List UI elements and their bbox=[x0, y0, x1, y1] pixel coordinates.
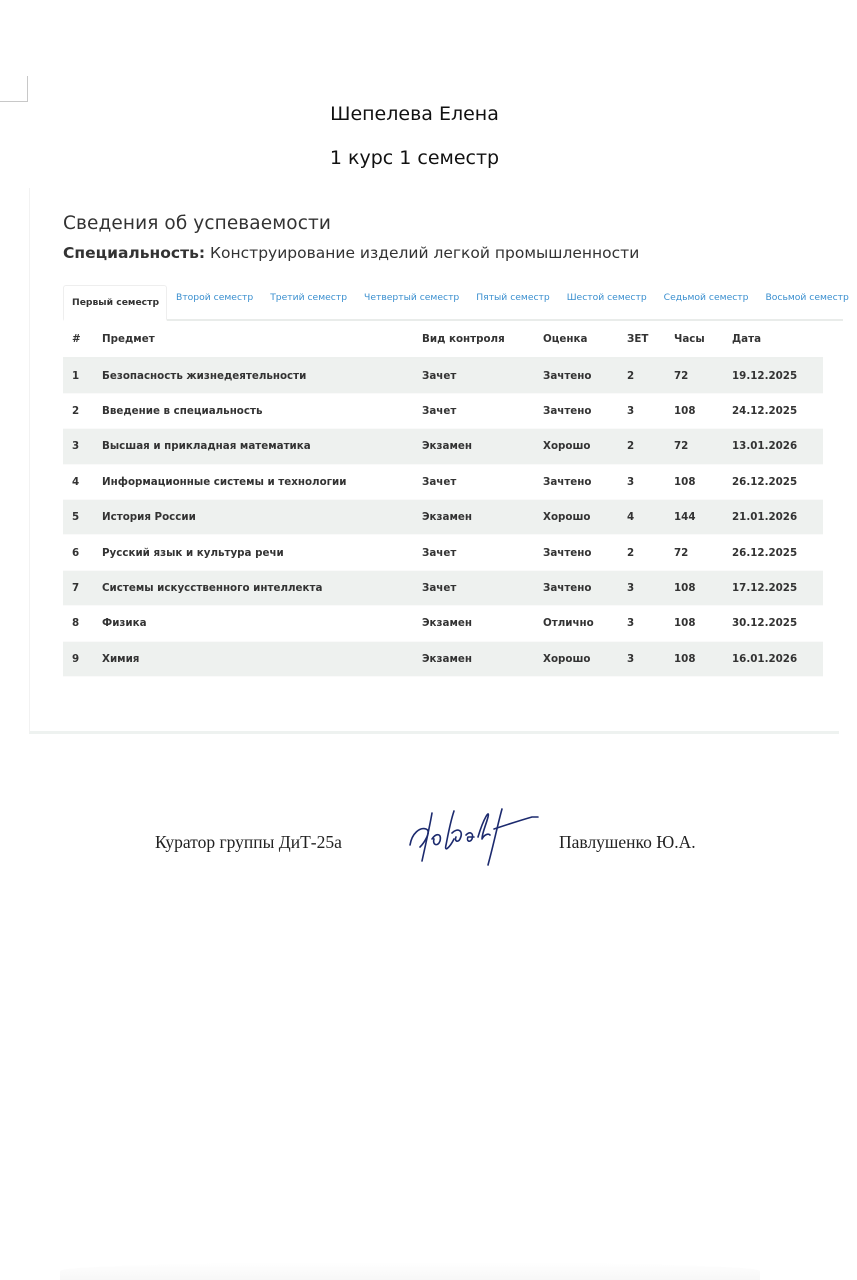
cell-date: 13.01.2026 bbox=[732, 440, 798, 453]
table-row bbox=[63, 535, 823, 570]
cell-credits: 2 bbox=[627, 546, 635, 559]
tab-semester-4[interactable]: Четвертый семестр bbox=[364, 291, 460, 303]
header-hours: Часы bbox=[674, 321, 732, 358]
cell-control-type: Зачет bbox=[422, 475, 457, 488]
cell-number: 7 bbox=[72, 582, 80, 595]
cell-number: 2 bbox=[72, 405, 80, 418]
cell-grade: Зачтено bbox=[543, 546, 592, 559]
tab-semester-3[interactable]: Третий семестр bbox=[270, 291, 348, 303]
table-row bbox=[63, 393, 823, 428]
cell-subject: Информационные системы и технологии bbox=[102, 475, 347, 488]
cell-number: 9 bbox=[72, 652, 80, 665]
cell-date: 30.12.2025 bbox=[732, 617, 798, 630]
cell-hours: 72 bbox=[674, 546, 689, 559]
cell-date: 26.12.2025 bbox=[732, 546, 798, 559]
cell-hours: 108 bbox=[674, 652, 696, 665]
page-bottom-shadow bbox=[60, 1262, 760, 1280]
grades-panel bbox=[29, 188, 849, 734]
table-row bbox=[63, 358, 823, 393]
tab-semester-8[interactable]: Восьмой семестр bbox=[765, 291, 849, 303]
table-row bbox=[63, 606, 823, 641]
tab-semester-7[interactable]: Седьмой семестр bbox=[663, 291, 749, 303]
cell-hours: 72 bbox=[674, 440, 689, 453]
cell-date: 21.01.2026 bbox=[732, 511, 798, 524]
cell-credits: 4 bbox=[627, 511, 635, 524]
cell-grade: Зачтено bbox=[543, 582, 592, 595]
cell-date: 26.12.2025 bbox=[732, 475, 798, 488]
cell-grade: Зачтено bbox=[543, 475, 592, 488]
cell-credits: 3 bbox=[627, 475, 635, 488]
header-control-type: Вид контроля bbox=[422, 321, 543, 358]
header-credits: ЗЕТ bbox=[627, 321, 674, 358]
cell-subject: Безопасность жизнедеятельности bbox=[102, 369, 307, 382]
tab-semester-2[interactable]: Второй семестр bbox=[176, 291, 254, 303]
table-row bbox=[63, 500, 823, 535]
cell-number: 6 bbox=[72, 546, 80, 559]
cell-subject: Физика bbox=[102, 617, 147, 630]
cell-hours: 108 bbox=[674, 475, 696, 488]
cell-subject: Химия bbox=[102, 652, 140, 665]
tab-semester-6[interactable]: Шестой семестр bbox=[566, 291, 647, 303]
cell-credits: 2 bbox=[627, 440, 635, 453]
cell-hours: 108 bbox=[674, 582, 696, 595]
cell-subject: Введение в специальность bbox=[102, 405, 263, 418]
cell-number: 5 bbox=[72, 511, 80, 524]
signature-block bbox=[0, 825, 829, 885]
cell-hours: 108 bbox=[674, 405, 696, 418]
header-date: Дата bbox=[732, 321, 823, 358]
curator-name: Павлушенко Ю.А. bbox=[559, 832, 696, 852]
handwritten-signature-icon bbox=[402, 803, 542, 873]
grades-table bbox=[63, 321, 823, 677]
cell-hours: 72 bbox=[674, 369, 689, 382]
cell-control-type: Экзамен bbox=[422, 617, 472, 630]
tab-semester-1[interactable]: Первый семестр bbox=[63, 285, 167, 321]
cell-control-type: Экзамен bbox=[422, 511, 472, 524]
cell-number: 1 bbox=[72, 369, 80, 382]
cell-subject: Системы искусственного интеллекта bbox=[102, 582, 323, 595]
tab-semester-5[interactable]: Пятый семестр bbox=[476, 291, 550, 303]
cell-grade: Хорошо bbox=[543, 511, 591, 524]
specialty-line bbox=[63, 244, 639, 262]
cell-subject: История России bbox=[102, 511, 196, 524]
header-grade: Оценка bbox=[543, 321, 627, 358]
header-subject: Предмет bbox=[102, 321, 422, 358]
curator-label: Куратор группы ДиТ-25а bbox=[155, 832, 342, 852]
cell-credits: 3 bbox=[627, 405, 635, 418]
course-semester: 1 курс 1 семестр bbox=[329, 147, 500, 169]
cell-credits: 2 bbox=[627, 369, 635, 382]
cell-number: 8 bbox=[72, 617, 80, 630]
cell-hours: 108 bbox=[674, 617, 696, 630]
cell-control-type: Экзамен bbox=[422, 652, 472, 665]
specialty-value: Конструирование изделий легкой промышленности bbox=[210, 244, 640, 262]
cell-number: 4 bbox=[72, 475, 80, 488]
semester-tabs bbox=[63, 286, 849, 321]
cell-grade: Зачтено bbox=[543, 405, 592, 418]
cell-credits: 3 bbox=[627, 652, 635, 665]
cell-subject: Русский язык и культура речи bbox=[102, 546, 284, 559]
cell-date: 17.12.2025 bbox=[732, 582, 798, 595]
cell-control-type: Зачет bbox=[422, 582, 457, 595]
cell-control-type: Зачет bbox=[422, 405, 457, 418]
cell-control-type: Зачет bbox=[422, 369, 457, 382]
table-row bbox=[63, 570, 823, 605]
student-name: Шепелева Елена bbox=[330, 103, 499, 125]
table-row bbox=[63, 641, 823, 676]
specialty-label: Специальность: bbox=[63, 244, 206, 262]
cell-date: 19.12.2025 bbox=[732, 369, 798, 382]
header-number: # bbox=[63, 321, 102, 358]
cell-date: 16.01.2026 bbox=[732, 652, 798, 665]
cell-credits: 3 bbox=[627, 582, 635, 595]
page-corner-mark bbox=[0, 76, 28, 102]
cell-grade: Хорошо bbox=[543, 440, 591, 453]
cell-hours: 144 bbox=[674, 511, 696, 524]
cell-control-type: Экзамен bbox=[422, 440, 472, 453]
cell-grade: Отлично bbox=[543, 617, 594, 630]
panel-title: Сведения об успеваемости bbox=[63, 213, 331, 234]
cell-number: 3 bbox=[72, 440, 80, 453]
table-header-row bbox=[63, 321, 823, 358]
table-row bbox=[63, 464, 823, 499]
cell-control-type: Зачет bbox=[422, 546, 457, 559]
cell-grade: Зачтено bbox=[543, 369, 592, 382]
cell-grade: Хорошо bbox=[543, 652, 591, 665]
cell-subject: Высшая и прикладная математика bbox=[102, 440, 311, 453]
table-row bbox=[63, 429, 823, 464]
cell-date: 24.12.2025 bbox=[732, 405, 798, 418]
cell-credits: 3 bbox=[627, 617, 635, 630]
